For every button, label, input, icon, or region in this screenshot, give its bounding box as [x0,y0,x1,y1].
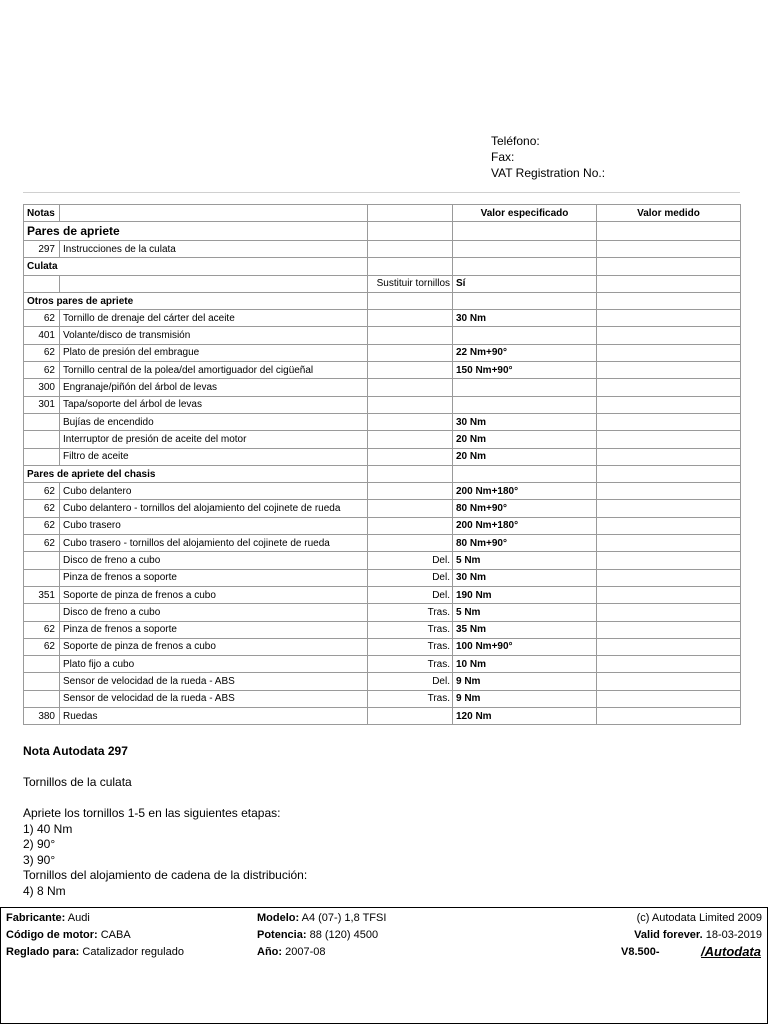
position-cell [368,708,453,725]
position-cell [368,535,453,552]
position-cell [368,379,453,396]
position-cell: Tras. [368,638,453,655]
table-row [24,413,741,430]
year-value: 2007-08 [285,946,326,958]
measured-value-cell [597,586,741,603]
note-step: 1) 40 Nm [23,821,73,836]
measured-value-cell [597,638,741,655]
description-cell: Tapa/soporte del árbol de levas [60,396,368,413]
note-step: 2) 90° [23,837,56,851]
note-step: 3) 90° [23,852,56,867]
spec-value-cell [453,327,597,344]
model-label: Modelo: [257,912,300,924]
spec-value-cell: 100 Nm+90° [453,638,597,655]
description-cell: Instrucciones de la culata [60,241,368,258]
measured-value-cell [597,656,741,673]
pos-cell [368,258,453,275]
table-row [24,586,741,603]
note-step: Tornillos del alojamiento de cadena de la distribución: [23,868,308,882]
note-cell [24,569,60,586]
year-label: Año: [257,946,283,958]
description-cell: Sensor de velocidad de la rueda - ABS [60,690,368,707]
note-cell: 62 [24,621,60,638]
position-cell: Tras. [368,604,453,621]
note-cell: 62 [24,638,60,655]
position-cell [368,413,453,430]
valid-label: Valid forever. [634,929,703,941]
vehicle-footer [0,907,768,1024]
spec-value-cell: 30 Nm [453,310,597,327]
position-cell [368,448,453,465]
measured-value-cell [597,344,741,361]
power-field [257,927,378,944]
description-cell: Disco de freno a cubo [60,552,368,569]
measured-value-cell [597,483,741,500]
engine-code-field [6,927,131,944]
tuned-for-field [6,944,184,961]
spec-value-cell: 200 Nm+180° [453,517,597,534]
spec-value-cell: Sí [453,275,597,292]
description-cell: Ruedas [60,708,368,725]
note-cell [24,604,60,621]
contact-block [491,133,605,181]
note-subtitle: Tornillos de la culata [23,775,132,789]
section-row [24,465,741,482]
note-cell: 62 [24,500,60,517]
note-cell: 62 [24,310,60,327]
vat-label: VAT Registration No.: [491,166,606,180]
spec-value-cell: 80 Nm+90° [453,535,597,552]
measured-value-cell [597,241,741,258]
description-cell: Disco de freno a cubo [60,604,368,621]
note-cell [24,656,60,673]
position-cell: Del. [368,552,453,569]
table-row [24,310,741,327]
measured-value-cell [597,673,741,690]
table-row [24,552,741,569]
description-cell: Pinza de frenos a soporte [60,569,368,586]
manufacturer-label: Fabricante: [6,912,66,924]
copyright: (c) Autodata Limited 2009 [636,912,762,924]
description-cell: Tornillo de drenaje del cárter del aceite [60,310,368,327]
description-cell [60,275,368,292]
description-cell: Bujías de encendido [60,413,368,430]
description-cell: Cubo delantero [60,483,368,500]
header-spec-value: Valor especificado [453,205,597,222]
measured-value-cell [597,517,741,534]
position-cell [368,431,453,448]
note-cell: 297 [24,241,60,258]
note-cell [24,552,60,569]
position-cell [368,483,453,500]
spec-value-cell: 5 Nm [453,552,597,569]
description-cell: Soporte de pinza de frenos a cubo [60,638,368,655]
description-cell: Volante/disco de transmisión [60,327,368,344]
pos-cell [368,222,453,241]
table-row [24,708,741,725]
section-row [24,258,741,275]
table-row [24,327,741,344]
model-value: A4 (07-) 1,8 TFSI [301,912,387,924]
header-measured-value: Valor medido [597,205,741,222]
measured-value-cell [597,431,741,448]
year-field [257,944,325,961]
table-row [24,483,741,500]
position-cell [368,396,453,413]
measured-value-cell [597,413,741,430]
pos-cell [368,292,453,309]
value-cell [453,222,597,241]
fax-label: Fax: [491,150,515,164]
measured-value-cell [597,604,741,621]
tuned-for-label: Reglado para: [6,946,80,958]
section-label: Culata [24,258,368,275]
section-label: Otros pares de apriete [24,292,368,309]
measured-value-cell [597,500,741,517]
tuned-for-value: Catalizador regulado [82,946,184,958]
description-cell: Interruptor de presión de aceite del motor [60,431,368,448]
manufacturer-field [6,910,90,927]
description-cell: Cubo delantero - tornillos del alojamiento del cojinete de rueda [60,500,368,517]
description-cell: Cubo trasero - tornillos del alojamiento del cojinete de rueda [60,535,368,552]
description-cell: Soporte de pinza de frenos a cubo [60,586,368,603]
note-step: 4) 8 Nm [23,883,66,898]
table-row [24,379,741,396]
measured-value-cell [597,379,741,396]
position-cell [368,310,453,327]
spec-value-cell: 120 Nm [453,708,597,725]
note-cell: 300 [24,379,60,396]
spec-value-cell: 9 Nm [453,690,597,707]
power-value: 88 (120) 4500 [309,929,379,941]
description-cell: Pinza de frenos a soporte [60,621,368,638]
version: V8.500- [621,946,660,958]
spec-value-cell: 150 Nm+90° [453,362,597,379]
description-cell: Tornillo central de la polea/del amortiguador del cigüeñal [60,362,368,379]
note-cell [24,431,60,448]
position-cell [368,327,453,344]
measured-value-cell [597,396,741,413]
table-row [24,344,741,361]
section-row [24,222,741,241]
note-cell: 380 [24,708,60,725]
table-row [24,690,741,707]
position-cell [368,500,453,517]
measured-value-cell [597,275,741,292]
autodata-note [23,744,307,899]
position-cell: Del. [368,673,453,690]
table-row [24,638,741,655]
measured-cell [597,222,741,241]
table-row [24,241,741,258]
note-cell [24,448,60,465]
section-row [24,292,741,309]
description-cell: Cubo trasero [60,517,368,534]
note-cell: 301 [24,396,60,413]
table-row [24,396,741,413]
position-cell: Tras. [368,621,453,638]
note-cell: 62 [24,483,60,500]
table-row [24,431,741,448]
measured-value-cell [597,552,741,569]
position-cell [368,241,453,258]
table-row [24,535,741,552]
note-title: Nota Autodata 297 [23,744,128,758]
position-cell: Tras. [368,690,453,707]
table-row [24,656,741,673]
measured-cell [597,292,741,309]
description-cell: Engranaje/piñón del árbol de levas [60,379,368,396]
spec-value-cell [453,379,597,396]
header-description [60,205,368,222]
spec-value-cell: 200 Nm+180° [453,483,597,500]
model-field [257,910,386,927]
measured-value-cell [597,621,741,638]
header-position [368,205,453,222]
engine-code-label: Código de motor: [6,929,98,941]
description-cell: Plato fijo a cubo [60,656,368,673]
measured-value-cell [597,327,741,344]
measured-value-cell [597,690,741,707]
spec-value-cell: 20 Nm [453,431,597,448]
spec-value-cell: 22 Nm+90° [453,344,597,361]
position-cell: Del. [368,586,453,603]
description-cell: Filtro de aceite [60,448,368,465]
measured-value-cell [597,535,741,552]
spec-value-cell: 9 Nm [453,673,597,690]
table-row [24,569,741,586]
position-cell [368,362,453,379]
note-cell: 401 [24,327,60,344]
table-row [24,362,741,379]
note-cell: 62 [24,344,60,361]
autodata-logo: /Autodata [701,944,761,959]
section-label: Pares de apriete [24,222,368,241]
pos-cell [368,465,453,482]
note-cell: 62 [24,535,60,552]
engine-code-value: CABA [100,929,131,941]
note-cell: 62 [24,517,60,534]
spec-value-cell: 30 Nm [453,413,597,430]
spec-value-cell: 10 Nm [453,656,597,673]
valid-date: 18-03-2019 [705,929,762,941]
measured-value-cell [597,310,741,327]
table-row [24,621,741,638]
position-cell [368,517,453,534]
measured-cell [597,465,741,482]
measured-value-cell [597,708,741,725]
note-cell: 351 [24,586,60,603]
section-label: Pares de apriete del chasis [24,465,368,482]
measured-value-cell [597,569,741,586]
spec-value-cell: 80 Nm+90° [453,500,597,517]
power-label: Potencia: [257,929,307,941]
torque-spec-table [23,204,741,725]
spec-value-cell: 5 Nm [453,604,597,621]
spec-value-cell: 35 Nm [453,621,597,638]
note-cell [24,413,60,430]
spec-value-cell: 190 Nm [453,586,597,603]
header-notes: Notas [24,205,60,222]
value-cell [453,258,597,275]
table-row [24,500,741,517]
position-cell [368,344,453,361]
table-row [24,448,741,465]
manufacturer-value: Audi [67,912,90,924]
value-cell [453,292,597,309]
phone-label: Teléfono: [491,134,540,148]
table-row [24,673,741,690]
description-cell: Sensor de velocidad de la rueda - ABS [60,673,368,690]
table-row [24,604,741,621]
position-cell: Tras. [368,656,453,673]
spec-value-cell: 20 Nm [453,448,597,465]
measured-value-cell [597,448,741,465]
table-row [24,275,741,292]
validity-field [634,927,762,944]
description-cell: Plato de presión del embrague [60,344,368,361]
spec-value-cell [453,241,597,258]
note-cell [24,275,60,292]
table-row [24,517,741,534]
position-cell: Sustituir tornillos [368,275,453,292]
note-intro: Apriete los tornillos 1-5 en las siguientes etapas: [23,806,281,820]
spec-value-cell [453,396,597,413]
note-cell [24,690,60,707]
note-cell: 62 [24,362,60,379]
spec-value-cell: 30 Nm [453,569,597,586]
measured-value-cell [597,362,741,379]
table-header-row [24,205,741,222]
position-cell: Del. [368,569,453,586]
value-cell [453,465,597,482]
header-divider [23,192,740,193]
measured-cell [597,258,741,275]
note-cell [24,673,60,690]
